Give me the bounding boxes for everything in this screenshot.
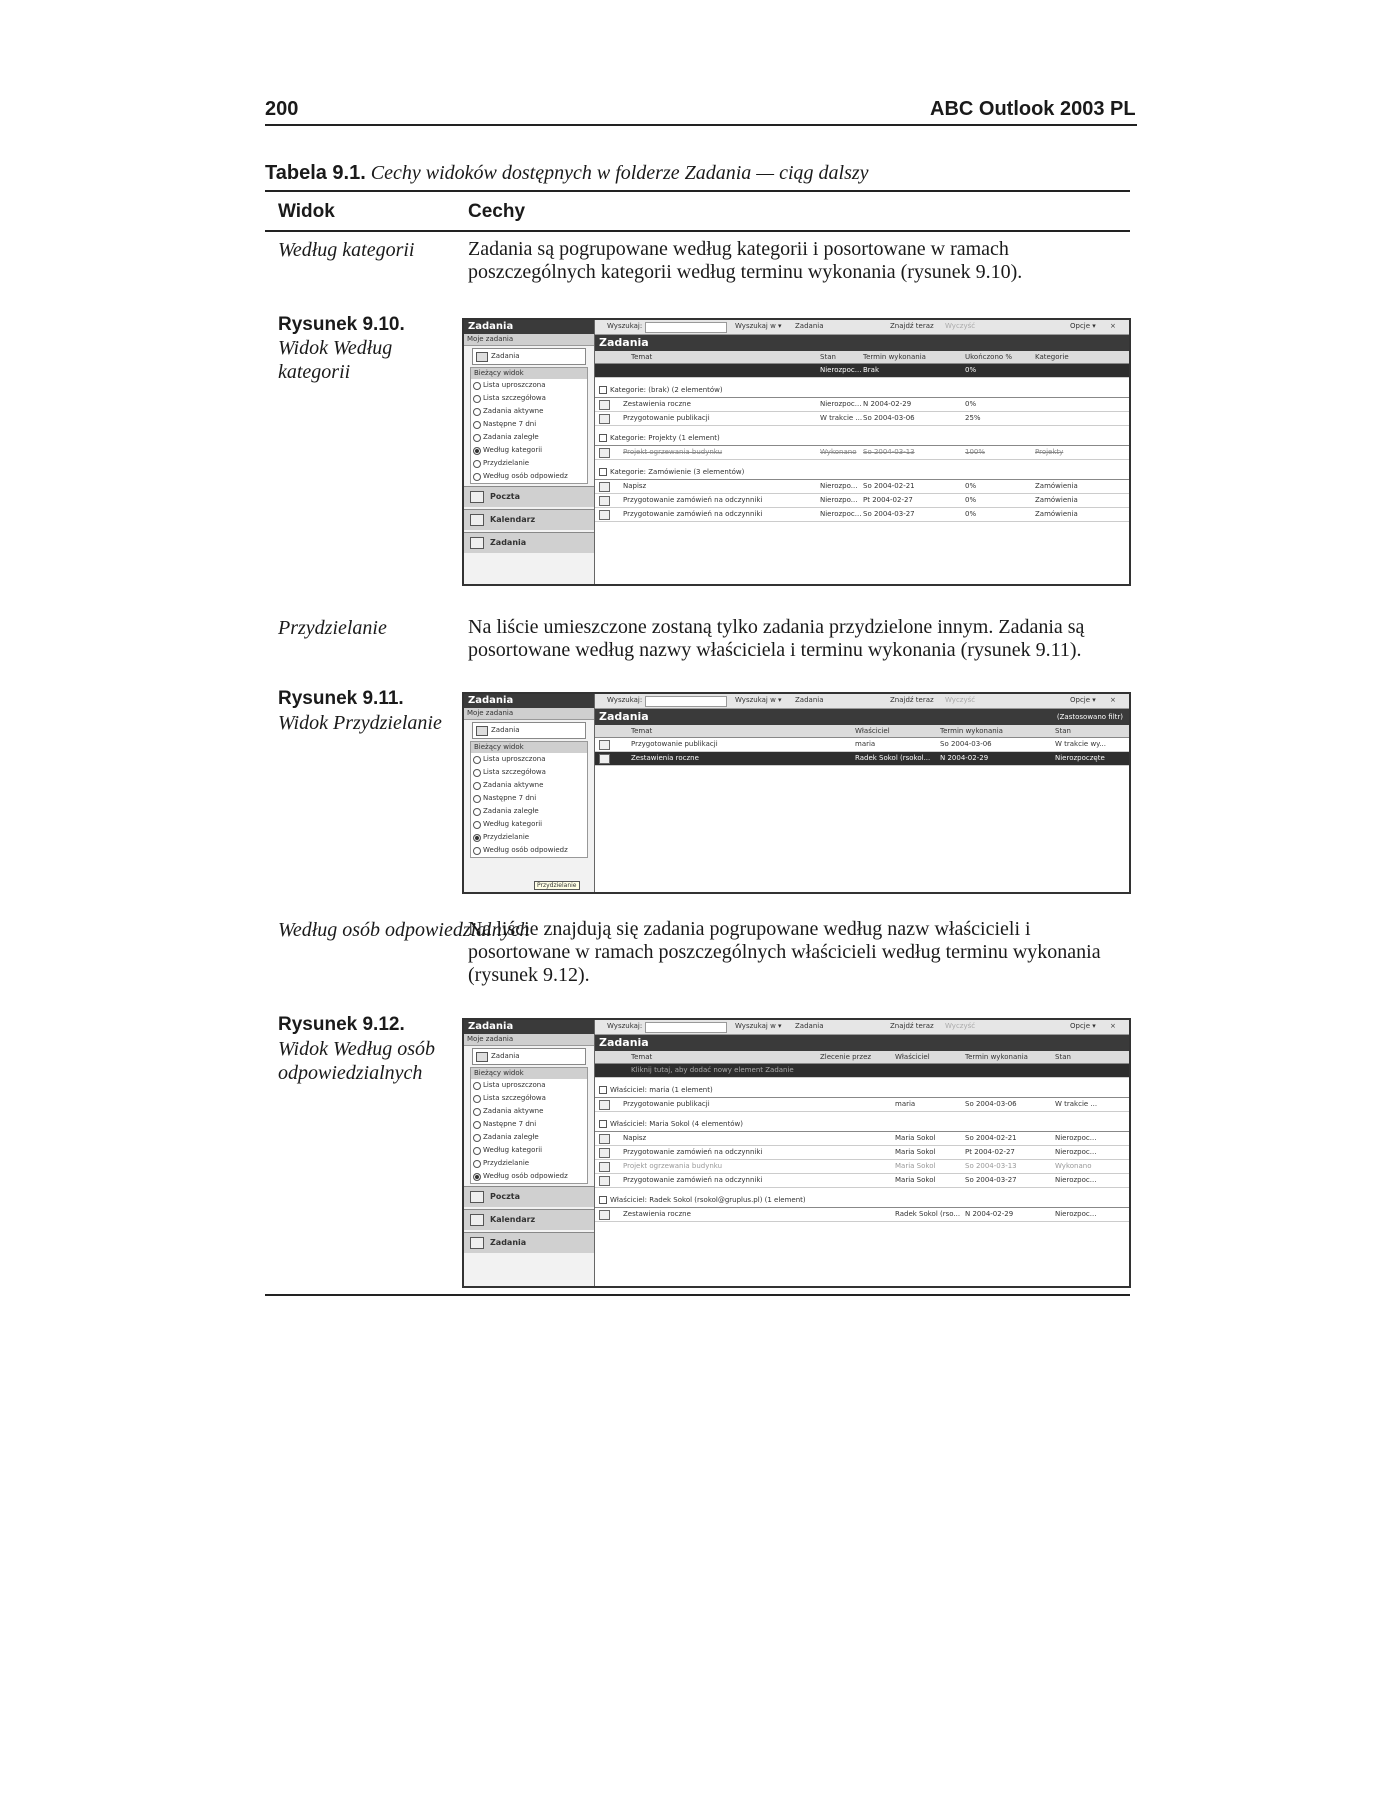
col-due[interactable]: Termin wykonania xyxy=(965,1053,1028,1061)
collapse-icon[interactable] xyxy=(599,1086,607,1094)
cell-due: So 2004-03-27 xyxy=(965,1176,1017,1184)
cell-owner: maria xyxy=(895,1100,916,1108)
view-name: Przydzielanie xyxy=(278,617,387,639)
calendar-label: Kalendarz xyxy=(490,515,536,524)
view-radio[interactable]: Lista szczegółowa xyxy=(471,392,587,405)
cell-status: W trakcie ... xyxy=(1055,1100,1098,1108)
cell-due: So 2004-03-27 xyxy=(863,510,915,518)
tasks-icon xyxy=(470,1237,484,1249)
view-radio[interactable]: Zadania aktywne xyxy=(471,1105,587,1118)
table-row[interactable] xyxy=(595,738,1129,752)
task-icon xyxy=(599,1100,610,1110)
tasks-button[interactable] xyxy=(464,532,594,553)
cell-due: So 2004-03-13 xyxy=(965,1162,1017,1170)
find-now-button[interactable]: Znajdź teraz xyxy=(890,1022,934,1030)
column-headers xyxy=(595,351,1129,364)
column-header-view: Widok xyxy=(278,201,335,222)
cell-category: Projekty xyxy=(1035,448,1064,456)
cell-due: N 2004-02-29 xyxy=(940,754,989,762)
search-bar xyxy=(595,694,1129,709)
table-row[interactable] xyxy=(595,508,1129,522)
table-caption-text: Cechy widoków dostępnych w folderze Zadania — ciąg dalszy xyxy=(370,162,869,184)
cell-status: Wykonano xyxy=(820,448,857,456)
cell-due: So 2004-02-21 xyxy=(965,1134,1017,1142)
cell-complete: 100% xyxy=(965,448,986,456)
group-label: Kategorie: Projekty (1 element) xyxy=(610,434,720,442)
cell-due: N 2004-02-29 xyxy=(863,400,912,408)
calendar-icon xyxy=(470,1214,484,1226)
collapse-icon[interactable] xyxy=(599,1120,607,1128)
tasks-folder-label: Zadania xyxy=(491,726,520,734)
table-row[interactable] xyxy=(595,1098,1129,1112)
table-row[interactable] xyxy=(595,412,1129,426)
search-in-value: Zadania xyxy=(795,696,824,704)
figure-title: Widok Według osób odpowiedzialnych xyxy=(278,1038,436,1084)
cell-subject: Przygotowanie publikacji xyxy=(623,414,710,422)
cell-status: Nierozpoc... xyxy=(820,366,862,374)
view-radio-selected[interactable]: Według kategorii xyxy=(471,444,587,457)
table-row[interactable] xyxy=(595,1174,1129,1188)
task-icon xyxy=(599,510,610,520)
cell-subject: Zestawienia roczne xyxy=(623,1210,691,1218)
caption-rule xyxy=(265,190,1130,192)
table-row[interactable] xyxy=(595,1146,1129,1160)
cell-complete: 25% xyxy=(965,414,981,422)
search-input[interactable] xyxy=(645,322,727,333)
current-view-list xyxy=(470,367,588,484)
cell-subject: Zestawienia roczne xyxy=(631,754,699,762)
table-caption-label: Tabela 9.1. xyxy=(265,162,366,184)
col-due[interactable]: Termin wykonania xyxy=(863,353,926,361)
screenshot-by-category xyxy=(462,318,1131,586)
folder-title xyxy=(595,709,1129,725)
cell-owner: Radek Sokol (rsokol... xyxy=(855,754,931,762)
close-icon[interactable]: × xyxy=(1110,696,1116,704)
collapse-icon[interactable] xyxy=(599,434,607,442)
table-row[interactable] xyxy=(595,1160,1129,1174)
view-description: Zadania są pogrupowane według kategorii i posortowane w ramach poszczególnych kategorii według terminu wykonania (rysunek 9.10). xyxy=(468,238,1023,283)
view-radio[interactable]: Następne 7 dni xyxy=(471,418,587,431)
view-radio[interactable]: Lista uproszczona xyxy=(471,1079,587,1092)
table-row[interactable] xyxy=(595,480,1129,494)
search-in-dropdown[interactable]: Wyszukaj w ▾ xyxy=(735,696,782,704)
new-task-placeholder: Kliknij tutaj, aby dodać nowy element Zadanie xyxy=(631,1066,794,1074)
current-view-list xyxy=(470,741,588,858)
column-header-rule xyxy=(265,230,1130,232)
cell-complete: 0% xyxy=(965,510,977,518)
options-button[interactable]: Opcje ▾ xyxy=(1070,1022,1096,1030)
search-in-value: Zadania xyxy=(795,1022,824,1030)
view-description: Na liście znajdują się zadania pogrupowane według nazw właścicieli i posortowane w ramach poszczególnych właścicieli według terminu wykonania (rysunek 9.12). xyxy=(468,918,1101,986)
group-header[interactable] xyxy=(595,384,1129,398)
table-caption xyxy=(265,162,869,185)
cell-owner: Maria Sokol xyxy=(895,1148,936,1156)
search-in-value: Zadania xyxy=(795,322,824,330)
task-folder-icon xyxy=(476,1052,488,1062)
figure-title: Widok Według kategorii xyxy=(278,337,393,383)
col-status[interactable]: Stan xyxy=(1055,1053,1071,1061)
cell-subject: Napisz xyxy=(623,482,647,490)
folder-title: Zadania xyxy=(595,335,1129,351)
table-row[interactable] xyxy=(595,1208,1129,1222)
task-icon xyxy=(599,740,610,750)
mail-label: Poczta xyxy=(490,492,520,501)
find-now-button[interactable]: Znajdź teraz xyxy=(890,696,934,704)
table-row[interactable] xyxy=(595,494,1129,508)
cell-status: W trakcie wy... xyxy=(1055,740,1106,748)
search-input[interactable] xyxy=(645,1022,727,1033)
view-radio[interactable]: Lista uproszczona xyxy=(471,379,587,392)
mail-button[interactable] xyxy=(464,1186,594,1207)
task-icon xyxy=(599,414,610,424)
cell-owner: Radek Sokol (rso... xyxy=(895,1210,961,1218)
view-radio[interactable]: Lista szczegółowa xyxy=(471,766,587,779)
mail-button[interactable] xyxy=(464,486,594,507)
my-tasks-header[interactable]: Moje zadania xyxy=(464,334,594,346)
current-view-list xyxy=(470,1067,588,1184)
cell-due: Pt 2004-02-27 xyxy=(965,1148,1015,1156)
find-now-button[interactable]: Znajdź teraz xyxy=(890,322,934,330)
folder-title-text: Zadania xyxy=(599,710,649,723)
cell-category: Zamówienia xyxy=(1035,496,1078,504)
task-icon xyxy=(599,1134,610,1144)
filter-applied-label: (Zastosowano filtr) xyxy=(1056,713,1123,721)
view-name: Według kategorii xyxy=(278,239,415,261)
view-radio[interactable]: Lista szczegółowa xyxy=(471,1092,587,1105)
calendar-label: Kalendarz xyxy=(490,1215,536,1224)
page-number: 200 xyxy=(265,98,299,120)
figure-number: Rysunek 9.12. xyxy=(278,1014,405,1035)
tasks-label: Zadania xyxy=(490,1238,527,1247)
task-icon xyxy=(599,496,610,506)
group-label: Kategorie: (brak) (2 elementów) xyxy=(610,386,723,394)
group-header[interactable] xyxy=(595,1084,1129,1098)
col-due[interactable]: Termin wykonania xyxy=(940,727,1003,735)
task-list-pane xyxy=(595,320,1129,584)
cell-category: Zamówienia xyxy=(1035,510,1078,518)
task-icon xyxy=(599,1148,610,1158)
view-radio[interactable]: Według osób odpowiedz xyxy=(471,844,587,857)
column-headers xyxy=(595,725,1129,738)
search-label: Wyszukaj: xyxy=(607,696,643,704)
cell-subject: Zestawienia roczne xyxy=(623,400,691,408)
view-radio[interactable]: Zadania zaległe xyxy=(471,805,587,818)
tasks-folder-label: Zadania xyxy=(491,1052,520,1060)
view-radio[interactable]: Lista uproszczona xyxy=(471,753,587,766)
view-radio[interactable]: Zadania zaległe xyxy=(471,1131,587,1144)
figure-number: Rysunek 9.10. xyxy=(278,314,405,335)
cell-owner: maria xyxy=(855,740,876,748)
folder-title: Zadania xyxy=(595,1035,1129,1051)
cell-complete: 0% xyxy=(965,482,977,490)
group-label: Właściciel: Maria Sokol (4 elementów) xyxy=(610,1120,743,1128)
cell-due: N 2004-02-29 xyxy=(965,1210,1014,1218)
search-label: Wyszukaj: xyxy=(607,322,643,330)
view-radio[interactable]: Zadania zaległe xyxy=(471,431,587,444)
collapse-icon[interactable] xyxy=(599,468,607,476)
task-icon xyxy=(599,754,610,764)
view-radio[interactable]: Następne 7 dni xyxy=(471,1118,587,1131)
column-headers xyxy=(595,1051,1129,1064)
calendar-button[interactable] xyxy=(464,1209,594,1230)
task-icon xyxy=(599,1210,610,1220)
cell-owner: Maria Sokol xyxy=(895,1162,936,1170)
view-radio[interactable]: Zadania aktywne xyxy=(471,779,587,792)
view-radio[interactable]: Według kategorii xyxy=(471,1144,587,1157)
cell-complete: 0% xyxy=(965,366,977,374)
group-label: Właściciel: maria (1 element) xyxy=(610,1086,713,1094)
col-status[interactable]: Stan xyxy=(1055,727,1071,735)
search-bar xyxy=(595,1020,1129,1035)
mail-icon xyxy=(470,491,484,503)
search-in-dropdown[interactable]: Wyszukaj w ▾ xyxy=(735,322,782,330)
col-subject[interactable]: Temat xyxy=(631,353,653,361)
task-icon xyxy=(599,1162,610,1172)
cell-status: Nierozpo... xyxy=(820,496,858,504)
tasks-folder[interactable] xyxy=(472,1048,586,1065)
cell-due: So 2004-03-13 xyxy=(863,448,915,456)
task-folder-icon xyxy=(476,352,488,362)
cell-complete: 0% xyxy=(965,496,977,504)
col-categories[interactable]: Kategorie xyxy=(1035,353,1069,361)
options-button[interactable]: Opcje ▾ xyxy=(1070,696,1096,704)
view-radio[interactable]: Przydzielanie xyxy=(471,457,587,470)
screenshot-assignment xyxy=(462,692,1131,894)
my-tasks-header[interactable]: Moje zadania xyxy=(464,1034,594,1046)
cell-due: Pt 2004-02-27 xyxy=(863,496,913,504)
tooltip: Przydzielanie xyxy=(534,881,580,890)
search-label: Wyszukaj: xyxy=(607,1022,643,1030)
clear-button[interactable]: Wyczyść xyxy=(945,696,976,704)
col-subject[interactable]: Temat xyxy=(631,1053,653,1061)
cell-due: Brak xyxy=(863,366,880,374)
task-icon xyxy=(599,1176,610,1186)
collapse-icon[interactable] xyxy=(599,386,607,394)
col-owner[interactable]: Właściciel xyxy=(855,727,890,735)
col-subject[interactable]: Temat xyxy=(631,727,653,735)
nav-title: Zadania xyxy=(464,694,594,708)
view-radio[interactable]: Według kategorii xyxy=(471,818,587,831)
col-status[interactable]: Stan xyxy=(820,353,836,361)
cell-subject: Przygotowanie zamówień na odczynniki xyxy=(623,510,763,518)
cell-status: Nierozpoc... xyxy=(1055,1134,1097,1142)
cell-complete: 0% xyxy=(965,400,977,408)
search-input[interactable] xyxy=(645,696,727,707)
cell-status: Nierozpo... xyxy=(820,482,858,490)
figure-title: Widok Przydzielanie xyxy=(278,712,442,734)
view-radio[interactable]: Zadania aktywne xyxy=(471,405,587,418)
group-header[interactable] xyxy=(595,1194,1129,1208)
my-tasks-header[interactable]: Moje zadania xyxy=(464,708,594,720)
tasks-button[interactable] xyxy=(464,1232,594,1253)
col-owner[interactable]: Właściciel xyxy=(895,1053,930,1061)
view-radio-selected[interactable]: Przydzielanie xyxy=(471,831,587,844)
cell-due: So 2004-03-06 xyxy=(863,414,915,422)
task-icon xyxy=(599,482,610,492)
col-in-folder[interactable]: Zlecenie przez xyxy=(820,1053,872,1061)
figure-number: Rysunek 9.11. xyxy=(278,688,404,709)
view-radio-selected[interactable]: Według osób odpowiedz xyxy=(471,1170,587,1183)
group-label: Właściciel: Radek Sokol (rsokol@gruplus.pl) (1 element) xyxy=(610,1196,806,1204)
cell-owner: Maria Sokol xyxy=(895,1134,936,1142)
table-row[interactable] xyxy=(595,446,1129,460)
tasks-folder[interactable] xyxy=(472,348,586,365)
group-header[interactable] xyxy=(595,466,1129,480)
options-button[interactable]: Opcje ▾ xyxy=(1070,322,1096,330)
view-description: Na liście umieszczone zostaną tylko zadania przydzielone innym. Zadania są posortowane według nazwy właściciela i terminu wykonania (rysunek 9.11). xyxy=(468,616,1085,661)
running-title: ABC Outlook 2003 PL xyxy=(930,98,1136,120)
cell-category: Zamówienia xyxy=(1035,482,1078,490)
nav-title: Zadania xyxy=(464,1020,594,1034)
tasks-label: Zadania xyxy=(490,538,527,547)
clear-button[interactable]: Wyczyść xyxy=(945,1022,976,1030)
table-row[interactable] xyxy=(595,1132,1129,1146)
cell-status: Nierozpoc... xyxy=(1055,1210,1097,1218)
view-radio[interactable]: Następne 7 dni xyxy=(471,792,587,805)
cell-status: Wykonano xyxy=(1055,1162,1092,1170)
table-row-selected[interactable] xyxy=(595,752,1129,766)
clear-button[interactable]: Wyczyść xyxy=(945,322,976,330)
cell-due: So 2004-02-21 xyxy=(863,482,915,490)
cell-subject: Napisz xyxy=(623,1134,647,1142)
cell-subject: Projekt ogrzewania budynku xyxy=(623,448,723,456)
mail-label: Poczta xyxy=(490,1192,520,1201)
current-view-header: Bieżący widok xyxy=(471,742,587,753)
current-view-header: Bieżący widok xyxy=(471,368,587,379)
cell-subject: Przygotowanie publikacji xyxy=(623,1100,710,1108)
cell-status: Nierozpoc... xyxy=(1055,1176,1097,1184)
view-name: Według osób odpowiedzialnych xyxy=(278,919,530,941)
navigation-pane xyxy=(464,694,595,892)
table-bottom-rule xyxy=(265,1294,1130,1296)
tasks-folder-label: Zadania xyxy=(491,352,520,360)
cell-status: Nierozpoc... xyxy=(1055,1148,1097,1156)
task-icon xyxy=(599,448,610,458)
cell-status: W trakcie ... xyxy=(820,414,863,422)
cell-due: So 2004-03-06 xyxy=(940,740,992,748)
cell-subject: Przygotowanie zamówień na odczynniki xyxy=(623,1176,763,1184)
collapse-icon[interactable] xyxy=(599,1196,607,1204)
mail-icon xyxy=(470,1191,484,1203)
col-complete[interactable]: Ukończono % xyxy=(965,353,1013,361)
group-header[interactable] xyxy=(595,432,1129,446)
tasks-folder[interactable] xyxy=(472,722,586,739)
cell-due: So 2004-03-06 xyxy=(965,1100,1017,1108)
task-list-pane xyxy=(595,694,1129,892)
task-folder-icon xyxy=(476,726,488,736)
new-task-row[interactable] xyxy=(595,1064,1129,1078)
close-icon[interactable]: × xyxy=(1110,322,1116,330)
group-label: Kategorie: Zamówienie (3 elementów) xyxy=(610,468,745,476)
cell-status: Nierozpoc... xyxy=(820,510,862,518)
cell-status: Nierozpoc... xyxy=(820,400,862,408)
table-row[interactable] xyxy=(595,398,1129,412)
current-view-header: Bieżący widok xyxy=(471,1068,587,1079)
calendar-icon xyxy=(470,514,484,526)
column-header-features: Cechy xyxy=(468,201,526,222)
navigation-pane xyxy=(464,1020,595,1286)
screenshot-by-owner xyxy=(462,1018,1131,1288)
view-radio[interactable]: Przydzielanie xyxy=(471,1157,587,1170)
view-radio[interactable]: Według osób odpowiedz xyxy=(471,470,587,483)
cell-owner: Maria Sokol xyxy=(895,1176,936,1184)
header-rule xyxy=(265,124,1137,126)
tasks-icon xyxy=(470,537,484,549)
task-icon xyxy=(599,400,610,410)
nav-title: Zadania xyxy=(464,320,594,334)
cell-subject: Przygotowanie zamówień na odczynniki xyxy=(623,1148,763,1156)
task-list-pane xyxy=(595,1020,1129,1286)
new-task-row[interactable] xyxy=(595,364,1129,378)
cell-subject: Przygotowanie zamówień na odczynniki xyxy=(623,496,763,504)
calendar-button[interactable] xyxy=(464,509,594,530)
search-bar xyxy=(595,320,1129,335)
group-header[interactable] xyxy=(595,1118,1129,1132)
navigation-pane xyxy=(464,320,595,584)
close-icon[interactable]: × xyxy=(1110,1022,1116,1030)
cell-status: Nierozpoczęte xyxy=(1055,754,1105,762)
search-in-dropdown[interactable]: Wyszukaj w ▾ xyxy=(735,1022,782,1030)
cell-subject: Projekt ogrzewania budynku xyxy=(623,1162,723,1170)
cell-subject: Przygotowanie publikacji xyxy=(631,740,718,748)
